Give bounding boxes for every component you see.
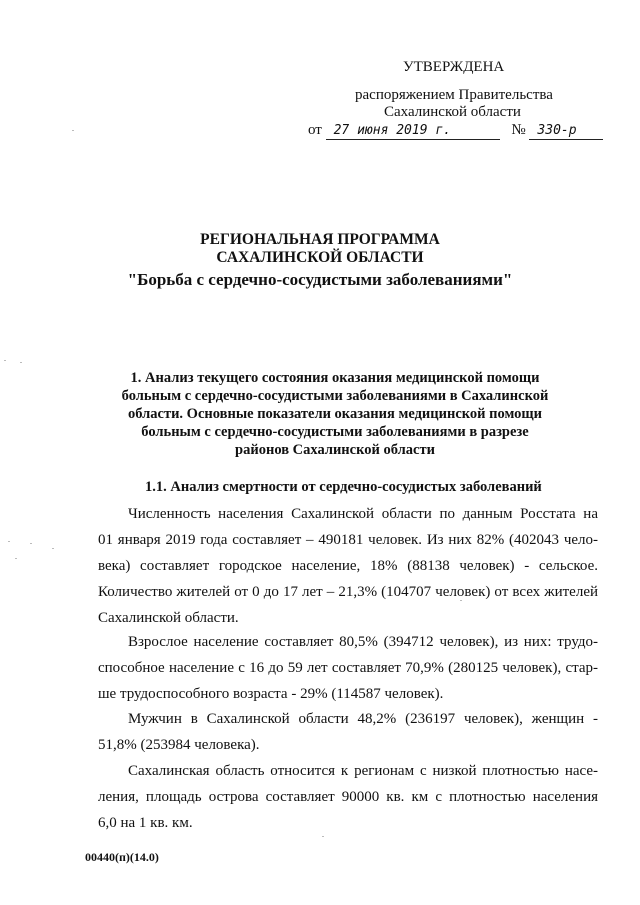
paragraph-line: 6,0 на 1 кв. км. <box>98 815 193 831</box>
date-value: 27 июня 2019 г. <box>326 123 500 140</box>
program-title-line-2: САХАЛИНСКОЙ ОБЛАСТИ <box>216 249 424 266</box>
paragraph-adults <box>98 629 598 707</box>
approval-date-line <box>308 121 603 140</box>
approval-line-2: Сахалинской области <box>384 104 521 120</box>
section-1-line: больным с сердечно-сосудистыми заболеваниями в разрезе <box>141 424 529 440</box>
footer-code: 00440(п)(14.0) <box>85 850 159 864</box>
approval-line-1: распоряжением Правительства <box>355 87 553 103</box>
paragraph-line: 01 января 2019 года составляет – 490181 человек. Из них 82% (402043 чело- <box>98 532 598 548</box>
paragraph-density <box>98 758 598 836</box>
paragraph-line: способное население с 16 до 59 лет составляет 70,9% (280125 человек), стар- <box>98 660 598 676</box>
paragraph-line: века) составляет городское население, 18% (88138 человек) - сельское. <box>98 558 598 574</box>
approval-heading: УТВЕРЖДЕНА <box>403 59 505 75</box>
paragraph-population <box>98 501 598 631</box>
program-title-line-1: РЕГИОНАЛЬНАЯ ПРОГРАММА <box>200 231 440 248</box>
section-1-line: больным с сердечно-сосудистыми заболеваниями в Сахалинской <box>121 388 549 404</box>
paragraph-line: Сахалинская область относится к регионам с низкой плотностью насе- <box>128 763 598 779</box>
paragraph-line: Численность населения Сахалинской области по данным Росстата на <box>128 506 598 522</box>
section-1-line: 1. Анализ текущего состояния оказания медицинской помощи <box>130 370 540 386</box>
number-prefix: № <box>511 122 526 138</box>
paragraph-line: Взрослое население составляет 80,5% (394712 человек), из них: трудо- <box>128 634 598 650</box>
paragraph-line: Количество жителей от 0 до 17 лет – 21,3% (104707 человек) от всех жителей <box>98 584 598 600</box>
paragraph-line: 51,8% (253984 человека). <box>98 737 260 753</box>
paragraph-line: ше трудоспособного возраста - 29% (114587 человек). <box>98 686 444 702</box>
section-1-heading <box>105 369 565 459</box>
subsection-1-1-heading: 1.1. Анализ смертности от сердечно-сосудистых заболеваний <box>145 479 542 495</box>
paragraph-line: ления, площадь острова составляет 90000 кв. км с плотностью населения <box>98 789 598 805</box>
paragraph-gender <box>98 706 598 758</box>
program-name: "Борьба с сердечно-сосудистыми заболеваниями" <box>127 270 513 289</box>
number-value: 330-р <box>529 123 603 140</box>
section-1-line: области. Основные показатели оказания медицинской помощи <box>127 406 543 422</box>
paragraph-line: Мужчин в Сахалинской области 48,2% (236197 человек), женщин - <box>128 711 598 727</box>
section-1-line: районов Сахалинской области <box>235 442 435 458</box>
date-prefix: от <box>308 122 322 138</box>
paragraph-line: Сахалинской области. <box>98 610 239 626</box>
